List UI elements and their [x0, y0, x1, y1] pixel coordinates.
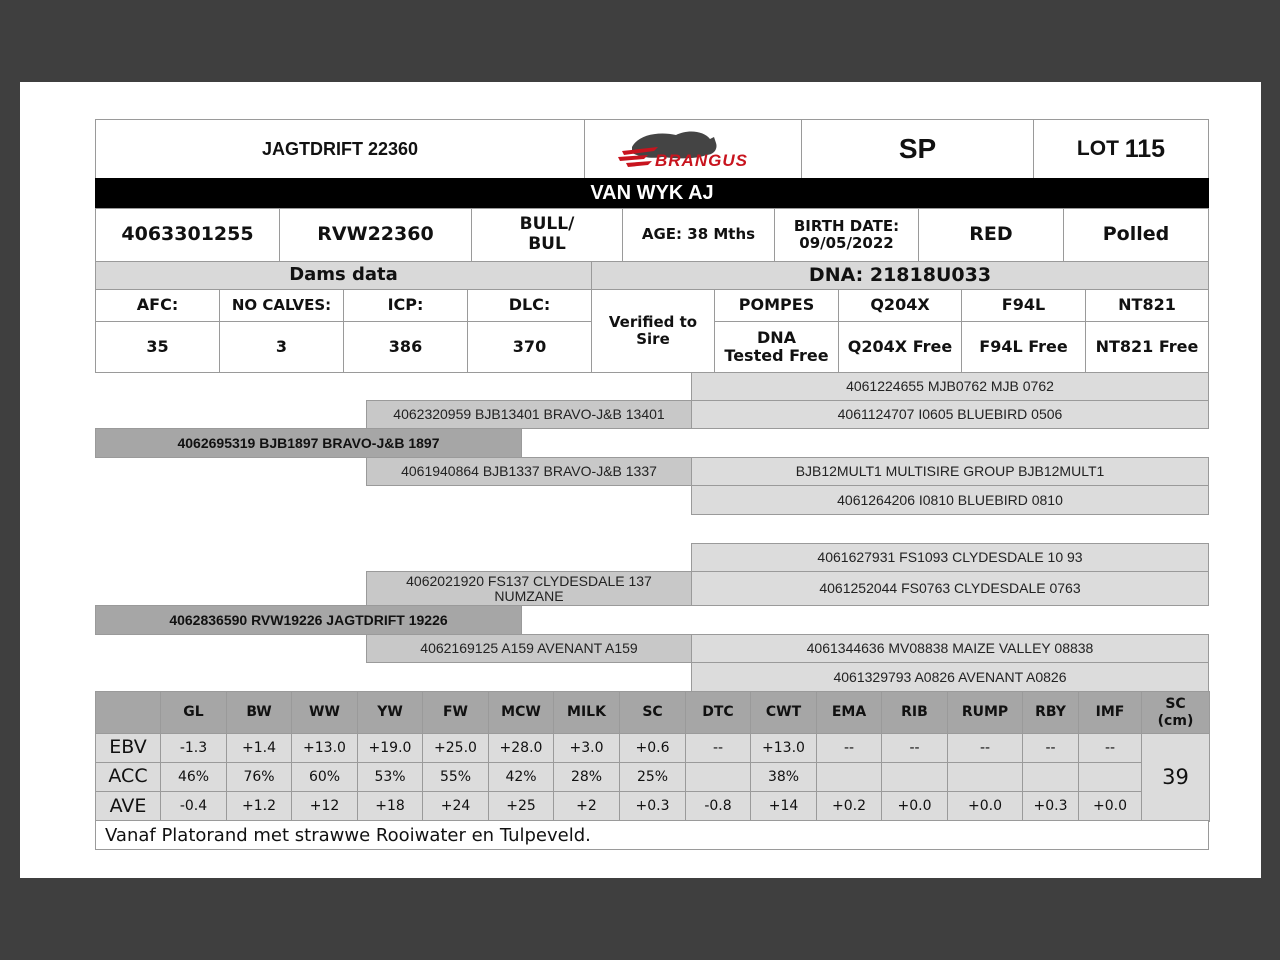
pedigree-dd-sire: 4061344636 MV08838 MAIZE VALLEY 08838: [691, 634, 1209, 663]
ebv-column-header: DTC: [685, 691, 751, 734]
dams-title: Dams data: [95, 261, 592, 290]
ebv-value-cell: -0.8: [685, 791, 751, 822]
ebv-row-label: EBV: [95, 733, 161, 763]
ebv-value-cell: [947, 762, 1023, 792]
logo-text: BRANGUS: [655, 151, 748, 170]
birth-date: BIRTH DATE: 09/05/2022: [774, 208, 919, 262]
ebv-column-header: IMF: [1078, 691, 1142, 734]
ebv-value-cell: -1.3: [160, 733, 227, 763]
pedigree-sd-dam: 4061264206 I0810 BLUEBIRD 0810: [691, 485, 1209, 515]
ebv-value-cell: +0.0: [947, 791, 1023, 822]
dams-value: 386: [343, 321, 468, 373]
ebv-value-cell: +25: [488, 791, 554, 822]
animal-age: AGE: 38 Mths: [622, 208, 775, 262]
pedigree-ss-dam: 4061124707 I0605 BLUEBIRD 0506: [691, 400, 1209, 429]
dams-header: NO CALVES:: [219, 289, 344, 322]
ebv-value-cell: --: [816, 733, 882, 763]
lot-badge: [1033, 119, 1209, 179]
ebv-value-cell: 28%: [553, 762, 620, 792]
ebv-value-cell: 76%: [226, 762, 292, 792]
pedigree-ds-sire: 4061627931 FS1093 CLYDESDALE 10 93: [691, 543, 1209, 572]
pedigree-dam: 4062836590 RVW19226 JAGTDRIFT 19226: [95, 605, 522, 635]
dna-result: F94L Free: [961, 321, 1086, 373]
ebv-column-header: FW: [422, 691, 489, 734]
ebv-value-cell: 53%: [357, 762, 423, 792]
ebv-value-cell: +1.4: [226, 733, 292, 763]
ebv-value-cell: +0.2: [816, 791, 882, 822]
ebv-value-cell: 46%: [160, 762, 227, 792]
ebv-value-cell: [816, 762, 882, 792]
ebv-column-header: WW: [291, 691, 358, 734]
ebv-value-cell: --: [947, 733, 1023, 763]
ebv-column-header: BW: [226, 691, 292, 734]
ebv-value-cell: --: [685, 733, 751, 763]
animal-id: 4063301255: [95, 208, 280, 262]
ebv-column-header: RUMP: [947, 691, 1023, 734]
ebv-column-header: RBY: [1022, 691, 1079, 734]
ebv-value-cell: +18: [357, 791, 423, 822]
dams-value: 3: [219, 321, 344, 373]
ebv-column-header: SC: [619, 691, 686, 734]
ebv-value-cell: +0.6: [619, 733, 686, 763]
ebv-value-cell: +12: [291, 791, 358, 822]
ebv-value-cell: 42%: [488, 762, 554, 792]
ebv-value-cell: +1.2: [226, 791, 292, 822]
ebv-corner-cell: [95, 691, 161, 734]
ebv-value-cell: [1022, 762, 1079, 792]
ebv-row-label: ACC: [95, 762, 161, 792]
ebv-value-cell: +28.0: [488, 733, 554, 763]
animal-colour: RED: [918, 208, 1064, 262]
ebv-column-header: YW: [357, 691, 423, 734]
pedigree-dd-dam: 4061329793 A0826 AVENANT A0826: [691, 662, 1209, 692]
ebv-value-cell: +0.3: [619, 791, 686, 822]
dna-header: F94L: [961, 289, 1086, 322]
ebv-column-header: RIB: [881, 691, 948, 734]
ebv-column-header: MCW: [488, 691, 554, 734]
dna-header: POMPES: [714, 289, 839, 322]
ebv-column-header: MILK: [553, 691, 620, 734]
pompes-result: DNA Tested Free: [714, 321, 839, 373]
lot-label: LOT: [1076, 136, 1119, 160]
dams-value: 35: [95, 321, 220, 373]
pedigree-sd-sire: BJB12MULT1 MULTISIRE GROUP BJB12MULT1: [691, 457, 1209, 486]
ebv-value-cell: +24: [422, 791, 489, 822]
ebv-value-cell: +19.0: [357, 733, 423, 763]
ebv-value-cell: +2: [553, 791, 620, 822]
animal-reg: RVW22360: [279, 208, 472, 262]
dams-value: 370: [467, 321, 592, 373]
ebv-value-cell: --: [881, 733, 948, 763]
ebv-value-cell: --: [1022, 733, 1079, 763]
ebv-row-label: AVE: [95, 791, 161, 822]
ebv-value-cell: -0.4: [160, 791, 227, 822]
animal-horn-status: Polled: [1063, 208, 1209, 262]
dams-header: AFC:: [95, 289, 220, 322]
dna-header: Q204X: [838, 289, 962, 322]
ebv-value-cell: +3.0: [553, 733, 620, 763]
verified-to-sire: Verified to Sire: [591, 289, 715, 373]
ebv-column-header: EMA: [816, 691, 882, 734]
ebv-value-cell: +25.0: [422, 733, 489, 763]
note-text: Vanaf Platorand met strawwe Rooiwater en Tulpeveld.: [95, 820, 1209, 850]
sc-value: 39: [1141, 733, 1210, 822]
pedigree-sire: 4062695319 BJB1897 BRAVO-J&B 1897: [95, 428, 522, 458]
ebv-value-cell: [685, 762, 751, 792]
dams-header: ICP:: [343, 289, 468, 322]
ebv-value-cell: +13.0: [291, 733, 358, 763]
pedigree-dam-dam: 4062169125 A159 AVENANT A159: [366, 634, 692, 663]
ebv-value-cell: [881, 762, 948, 792]
animal-name: JAGTDRIFT 22360: [95, 119, 585, 179]
pedigree-sire-sire: 4062320959 BJB13401 BRAVO-J&B 13401: [366, 400, 692, 429]
dna-result: NT821 Free: [1085, 321, 1209, 373]
animal-sex: BULL/ BUL: [471, 208, 623, 262]
ebv-value-cell: 55%: [422, 762, 489, 792]
ebv-value-cell: 60%: [291, 762, 358, 792]
ebv-value-cell: +14: [750, 791, 817, 822]
ebv-value-cell: 25%: [619, 762, 686, 792]
owner-bar: VAN WYK AJ: [95, 178, 1209, 209]
dna-result: Q204X Free: [838, 321, 962, 373]
ebv-value-cell: +0.0: [1078, 791, 1142, 822]
ebv-value-cell: --: [1078, 733, 1142, 763]
ebv-value-cell: [1078, 762, 1142, 792]
ebv-column-header: CWT: [750, 691, 817, 734]
ebv-value-cell: +0.3: [1022, 791, 1079, 822]
dams-header: DLC:: [467, 289, 592, 322]
pedigree-sire-dam: 4061940864 BJB1337 BRAVO-J&B 1337: [366, 457, 692, 486]
dna-title: DNA: 21818U033: [591, 261, 1209, 290]
pedigree-ss-sire: 4061224655 MJB0762 MJB 0762: [691, 372, 1209, 401]
sc-cm-header: SC (cm): [1141, 691, 1210, 734]
ebv-column-header: GL: [160, 691, 227, 734]
dna-header: NT821: [1085, 289, 1209, 322]
brangus-logo: [584, 119, 802, 179]
class-code: SP: [801, 119, 1034, 179]
pedigree-ds-dam: 4061252044 FS0763 CLYDESDALE 0763: [691, 571, 1209, 606]
lot-number: 115: [1124, 134, 1166, 163]
ebv-value-cell: 38%: [750, 762, 817, 792]
pedigree-dam-sire: 4062021920 FS137 CLYDESDALE 137 NUMZANE: [366, 571, 692, 606]
ebv-value-cell: +13.0: [750, 733, 817, 763]
ebv-value-cell: +0.0: [881, 791, 948, 822]
